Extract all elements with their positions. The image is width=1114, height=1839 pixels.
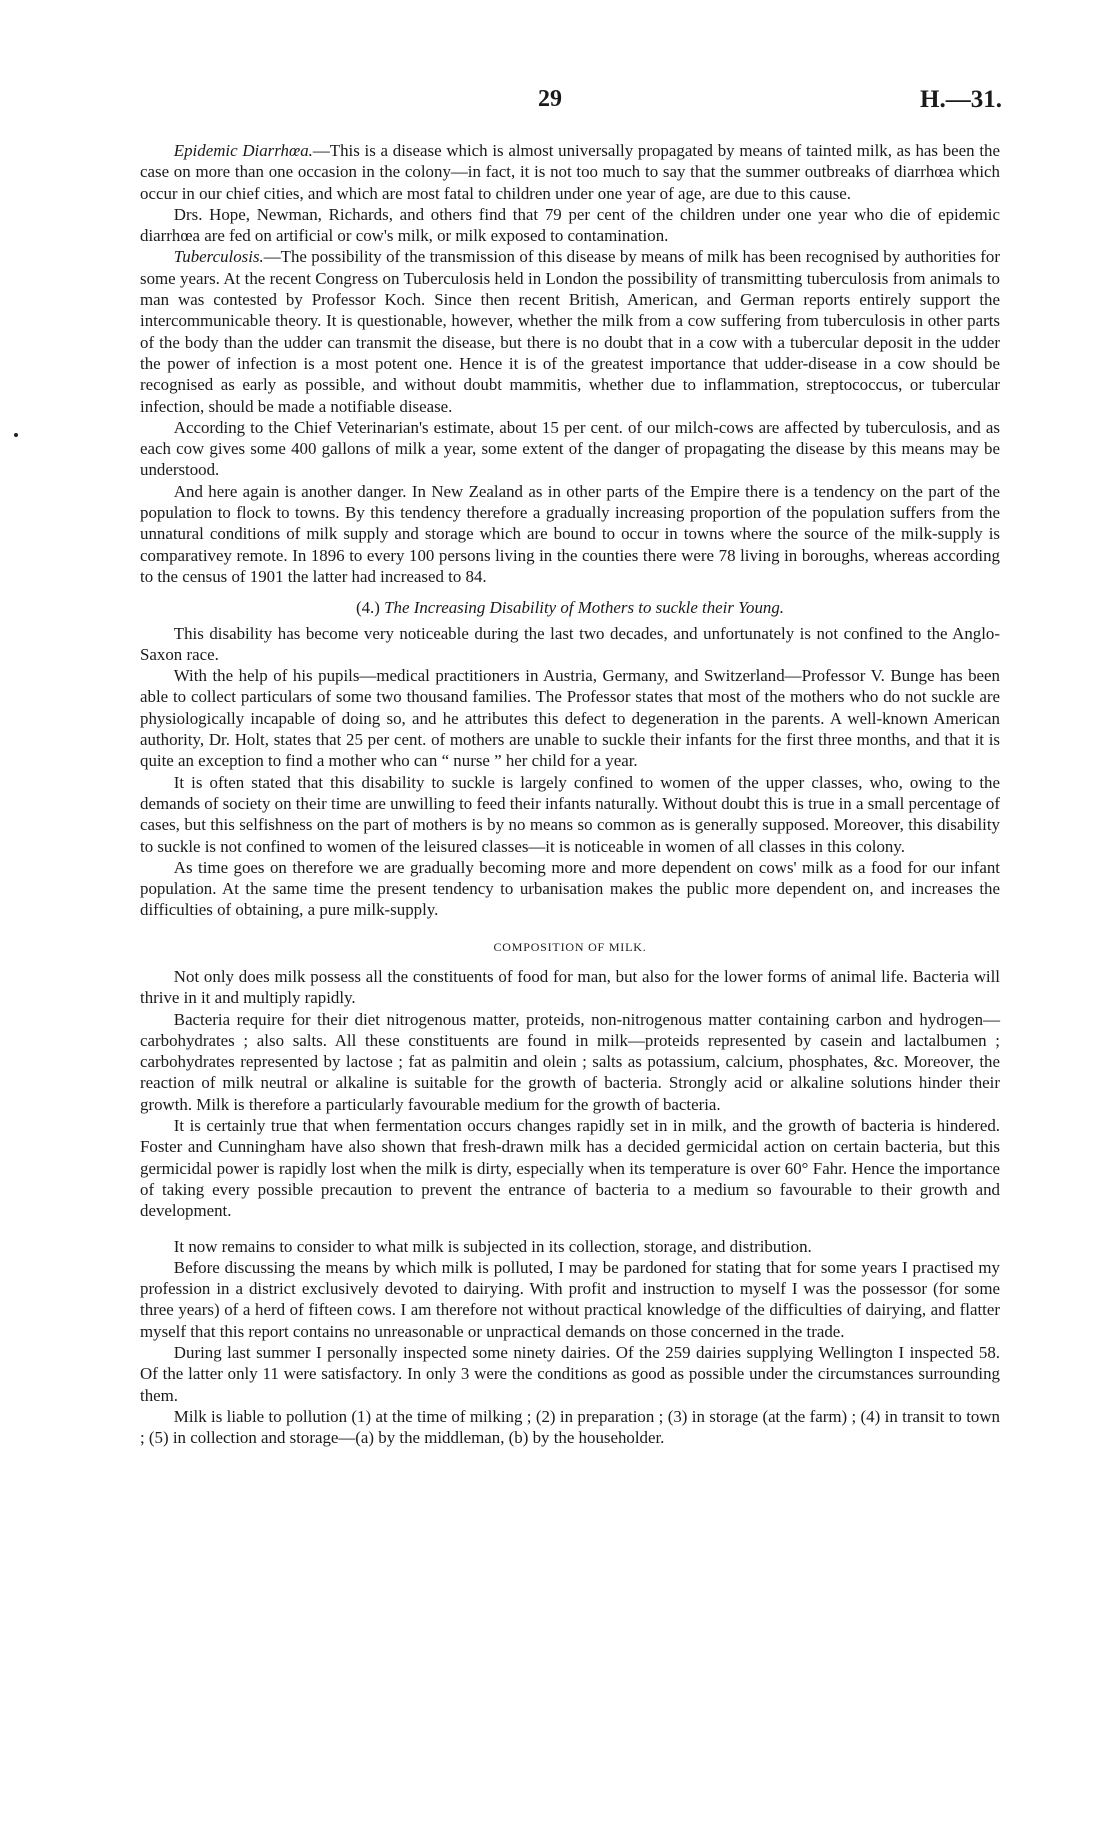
paragraph-bacteria-require: Bacteria require for their diet nitrogenous matter, proteids, non-nitrogenous matter containing carbon and hydrogen—carbohydrates ; also salts. All these constituents are found in milk—proteids represented by casein and lactalbumen ; carbohydrates represented by lactose ; fat as palmitin and olein ; salts as potassium, calcium, phosphates, &c. Moreover, the reaction of milk neutral or alkaline is suitable for the growth of bacteria. Strongly acid or alkaline solutions hinder their growth. Milk is therefore a particularly favourable medium for the growth of bacteria. xyxy=(140,1009,1000,1114)
paragraph-now-remains: It now remains to consider to what milk is subjected in its collection, storage, and distribution. xyxy=(173,1236,812,1256)
paragraph-fermentation: It is certainly true that when fermentation occurs changes rapidly set in in milk, and the growth of bacteria is hindered. Foster and Cunningham have also shown that fresh-drawn milk has a decided germicidal action on certain bacteria, but this germicidal power is rapidly lost when the milk is dirty, especially when its temperature is over 60° Fahr. Hence the importance of taking every possible precaution to prevent the entrance of bacteria to a medium so favourable to their growth and development. xyxy=(140,1116,1000,1221)
paragraph-tuberculosis xyxy=(140,246,1000,416)
run-in-title: Tuberculosis. xyxy=(173,247,264,267)
paragraph-last-summer: During last summer I personally inspected some ninety dairies. Of the 259 dairies supplying Wellington I inspected 58. Of the latter only 11 were satisfactory. In only 3 were the conditions as good as possible under the circumstances surrounding them. xyxy=(140,1343,1000,1405)
page-number: 29 xyxy=(538,86,562,112)
subheading-title: The Increasing Disability of Mothers to suckle their Young. xyxy=(384,598,785,618)
paragraph-upper-classes: It is often stated that this disability to suckle is largely confined to women of the upper classes, who, owing to the demands of society on their time are unwilling to feed their infants naturally. Without doubt this is true in a small percentage of cases, but this selfishness on the part of mothers is by no means so common as is generally supposed. Moreover, this disability to suckle is not confined to women of the leisured classes—it is noticeable in women of all classes in this colony. xyxy=(140,772,1000,856)
paragraph-disability: This disability has become very noticeable during the last two decades, and unfortunately is not confined to the Anglo-Saxon race. xyxy=(140,623,1000,664)
paragraph-pollution: Milk is liable to pollution (1) at the time of milking ; (2) in preparation ; (3) in storage (at the farm) ; (4) in transit to town ; (5) in collection and storage—(a) by the middleman, (b) by the householder. xyxy=(140,1406,1000,1448)
paragraph-before-discussing: Before discussing the means by which milk is polluted, I may be pardoned for stating that for some years I practised my profession in a district exclusively devoted to dairying. With profit and instruction to myself I was the possessor (for some three years) of a herd of fifteen cows. I am therefore not without practical knowledge of the difficulties of dairying, and flatter myself that this report contains no unreasonable or unpractical demands on those concerned in the trade. xyxy=(140,1257,1000,1341)
subheading-mothers xyxy=(140,597,1000,618)
paragraph-bunge: With the help of his pupils—medical practitioners in Austria, Germany, and Switzerland—Professor V. Bunge has been able to collect particulars of some two thousand families. The Professor states that most of the mothers who do not suckle are physiologically incapable of doing so, and he attributes this defect to degeneration in the parents. A well-known American authority, Dr. Holt, states that 25 per cent. of mothers are unable to suckle their infants for the first three months, and that it is quite an exception to find a mother who can “ nurse ” her child for a year. xyxy=(140,666,1000,771)
paragraph-another-danger: And here again is another danger. In New Zealand as in other parts of the Empire there is a tendency on the part of the population to flock to towns. By this tendency therefore a gradually increasing proportion of the population suffers from the unnatural conditions of milk supply and storage which are bound to occur in towns where the source of the milk-supply is comparativey remote. In 1896 to every 100 persons living in the counties there were 78 living in boroughs, whereas according to the census of 1901 the latter had increased to 84. xyxy=(140,481,1000,586)
paragraph-time-goes-on: As time goes on therefore we are gradually becoming more and more dependent on cows' milk as a food for our infant population. At the same time the present tendency to urbanisation makes the public more dependent on, and increases the difficulties of obtaining, a pure milk-supply. xyxy=(140,857,1000,920)
paragraph-epidemic-diarrhoea xyxy=(140,140,1000,204)
paragraph-text: —This is a disease which is almost universally propagated by means of tainted milk, as has been the case on more than one occasion in the colony—in fact, it is not too much to say that the summer outbreaks of diarrhœa which occur in our chief cities, and which are most fatal to children under one year of age, are due to this cause. xyxy=(140,141,1000,203)
paragraph-gap xyxy=(140,1222,1000,1236)
document-reference: H.—31. xyxy=(920,86,1002,113)
paragraph-text: —The possibility of the transmission of this disease by means of milk has been recognised by authorities for some years. At the recent Congress on Tuberculosis held in London the possibility of transmitting tuberculosis from animals to man was contested by Professor Koch. Since then recent British, American, and German reports entirely support the intercommunicable theory. It is questionable, however, whether the milk from a cow suffering from tuberculosis in other parts of the body than the udder can transmit the disease, but there is no doubt that in a cow with a tubercular deposit in the udder the power of infection is a most potent one. Hence it is of the greatest importance that udder-disease in a cow should be recognised as early as possible, and without doubt mammitis, whether due to inflammation, streptococcus, or tubercular infection, should be made a notifiable disease. xyxy=(140,247,1000,416)
paragraph-chief-veterinarian: According to the Chief Veterinarian's estimate, about 15 per cent. of our milch-cows are affected by tuberculosis, and as each cow gives some 400 gallons of milk a year, some extent of the danger of propagating the disease by this means may be understood. xyxy=(140,417,1000,480)
document-body xyxy=(140,140,1000,1449)
run-in-title: Epidemic Diarrhœa. xyxy=(173,141,313,160)
section-heading: COMPOSITION OF MILK. xyxy=(493,939,647,954)
subheading-number: (4.) xyxy=(355,598,380,618)
margin-mark xyxy=(14,433,18,437)
paragraph-drs-hope: Drs. Hope, Newman, Richards, and others find that 79 per cent of the children under one year who die of epidemic diarrhœa are fed on artificial or cow's milk, or milk exposed to contamination. xyxy=(140,204,1000,246)
paragraph-not-only: Not only does milk possess all the constituents of food for man, but also for the lower forms of animal life. Bacteria will thrive in it and multiply rapidly. xyxy=(140,966,1000,1008)
